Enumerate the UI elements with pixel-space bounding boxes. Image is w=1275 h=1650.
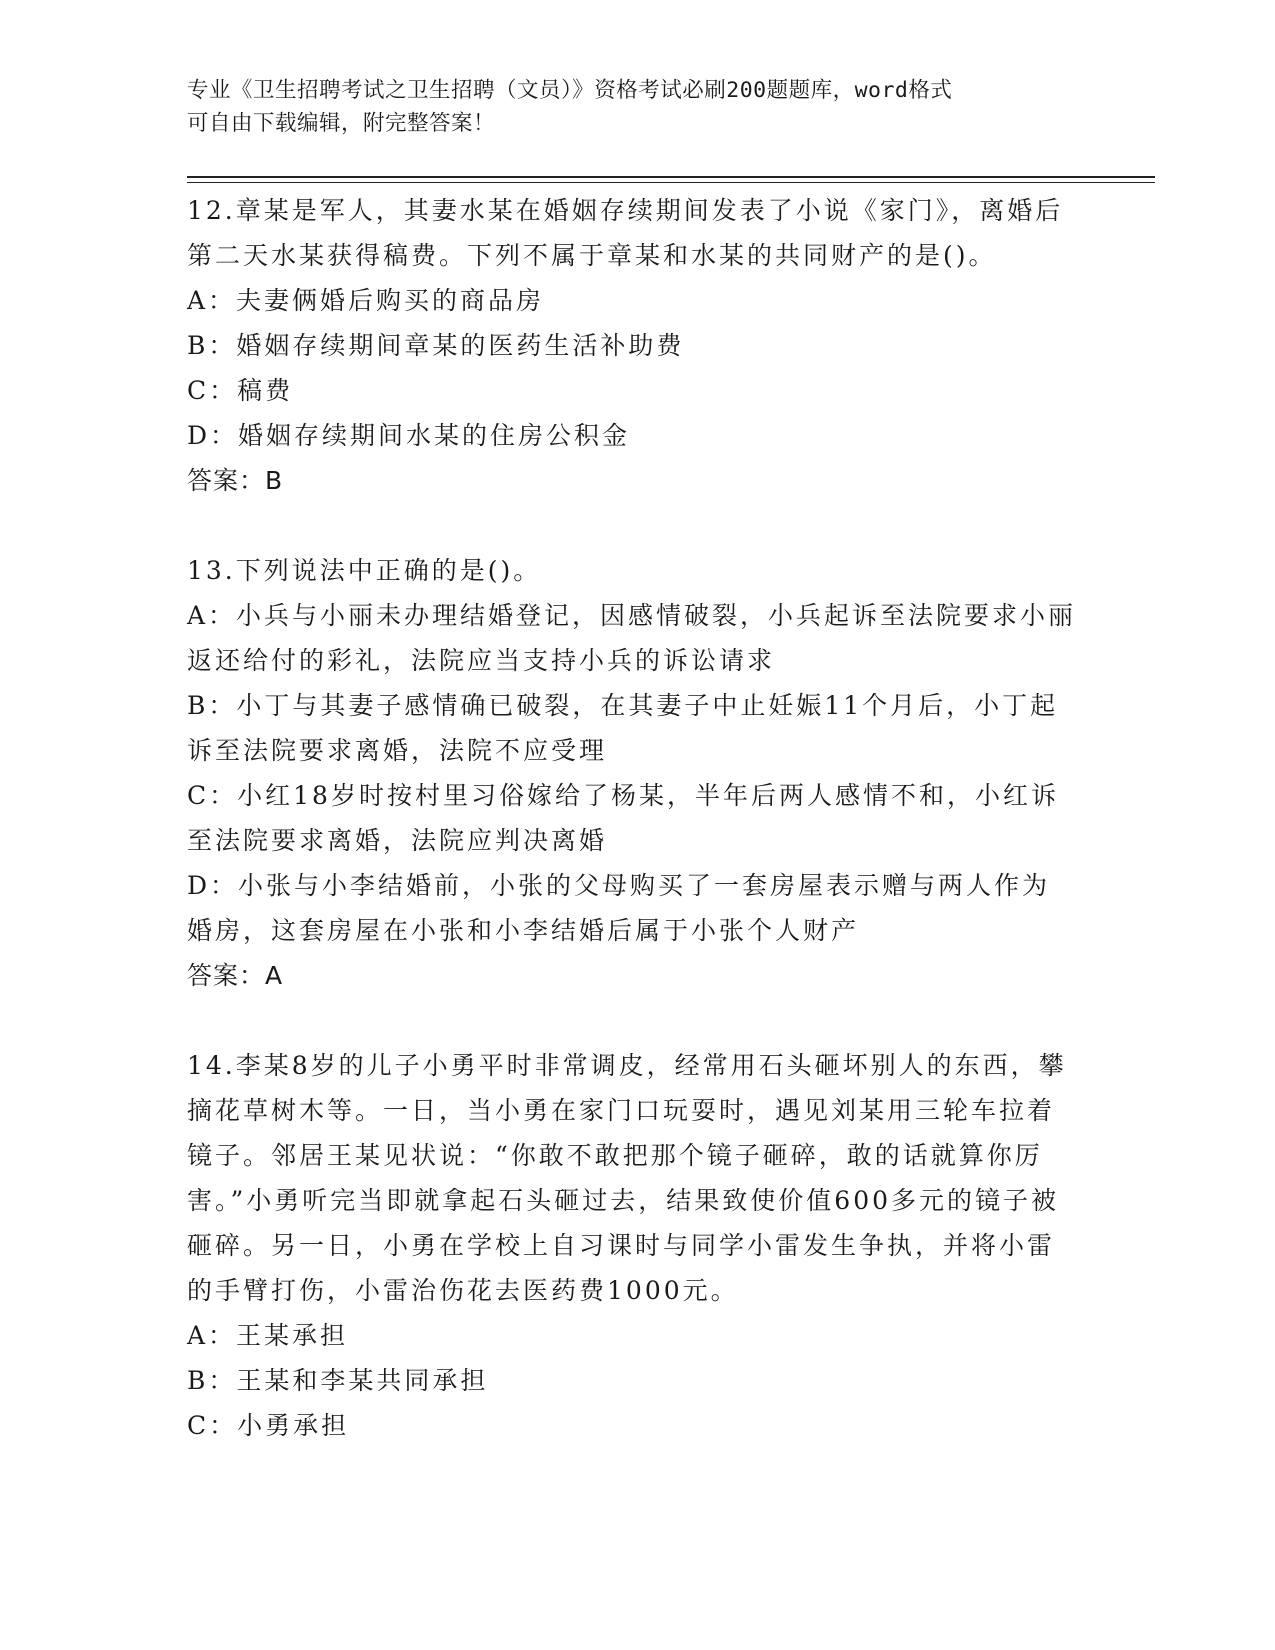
option-d: D：小张与小李结婚前，小张的父母购买了一套房屋表示赠与两人作为婚房，这套房屋在小张和小李结婚后属于小张个人财产 [187,871,1051,945]
header-line-2: 可自由下载编辑，附完整答案！ [187,111,496,136]
question-stem: 14.李某8岁的儿子小勇平时非常调皮，经常用石头砸坏别人的东西，攀摘花草树木等。一日，当小勇在家门口玩耍时，遇见刘某用三轮车拉着镜子。邻居王某见状说：“你敢不敢把那个镜子砸碎，敢的话就算你厉害。”小勇听完当即就拿起石头砸过去，结果致使价值600多元的镜子被砸碎。另一日，小勇在学校上自习课时与同学小雷发生争执，并将小雷的手臂打伤，小雷治伤花去医药费1000元。 [187,1051,1067,1305]
question-stem: 13.下列说法中正确的是()。 [187,556,542,585]
option-c: C：稿费 [187,376,294,405]
header-divider-thin [187,182,1155,183]
option-c: C：小勇承担 [187,1411,350,1440]
option-a: A：小兵与小丽未办理结婚登记，因感情破裂，小兵起诉至法院要求小丽返还给付的彩礼，法院应当支持小兵的诉讼请求 [187,601,1077,675]
question-12 [187,188,1077,503]
question-stem: 12.章某是军人，其妻水某在婚姻存续期间发表了小说《家门》，离婚后第二天水某获得稿费。下列不属于章某和水某的共同财产的是()。 [187,196,1064,270]
option-b: B：小丁与其妻子感情确已破裂，在其妻子中止妊娠11个月后，小丁起诉至法院要求离婚，法院不应受理 [187,691,1059,765]
question-list [187,188,1077,1448]
option-b: B：婚姻存续期间章某的医药生活补助费 [187,331,685,360]
document-header [187,74,1067,140]
answer-label: 答案：B [187,466,284,495]
option-c: C：小红18岁时按村里习俗嫁给了杨某，半年后两人感情不和，小红诉至法院要求离婚，法院应判决离婚 [187,781,1059,855]
option-b: B：王某和李某共同承担 [187,1366,489,1395]
answer-label: 答案：A [187,961,284,990]
header-divider-thick [187,176,1155,178]
option-d: D：婚姻存续期间水某的住房公积金 [187,421,631,450]
question-13 [187,548,1077,998]
question-14 [187,1043,1077,1448]
option-a: A：夫妻俩婚后购买的商品房 [187,286,545,315]
header-line-1: 专业《卫生招聘考试之卫生招聘（文员）》资格考试必刷200题题库，word格式 [187,78,953,103]
option-a: A：王某承担 [187,1321,349,1350]
